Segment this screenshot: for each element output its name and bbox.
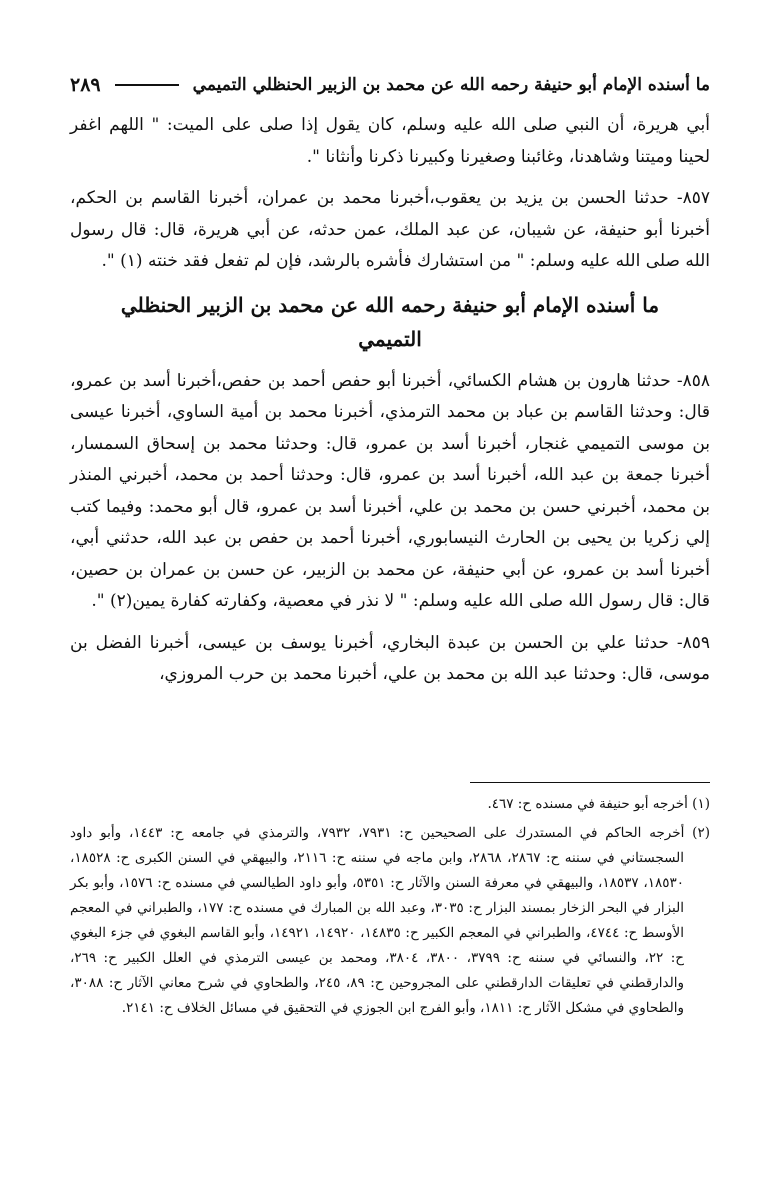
header-rule xyxy=(115,84,179,86)
book-page xyxy=(70,70,710,1150)
footnotes xyxy=(70,792,710,1025)
page-body xyxy=(70,110,710,701)
footnote-1: (١) أخرجه أبو حنيفة في مسنده ح: ٤٦٧. xyxy=(487,796,710,812)
hadith-857: ٨٥٧- حدثنا الحسن بن يزيد بن يعقوب،أخبرنا محمد بن عمران، أخبرنا القاسم بن الحكم، أخبرنا أبو حنيفة، عن شيبان، عن عبد الملك، عمن حدثه، عن أبي هريرة، قال: قال رسول الله صلى الله عليه وسلم: " من استشارك فأشره بالرشد، فإن لم تفعل فقد خنته (١) ". xyxy=(70,188,710,271)
footnote-separator xyxy=(470,782,710,783)
footnote-2: (٢) أخرجه الحاكم في المستدرك على الصحيحين ح: ٧٩٣١، ٧٩٣٢، والترمذي في جامعه ح: ١٤٤٣، وأبو داود السجستاني في سننه ح: ٢٨٦٧، ٢٨٦٨، وابن ماجه في سننه ح: ٢١١٦، والبيهقي في السنن الكبرى ح: ١٨٥٢٨، ١٨٥٣٠، ١٨٥٣٧، والبيهقي في معرفة السنن والآثار ح: ٥٣٥١، وأبو داود الطيالسي في مسنده ح: ١٥٧٦، وأبو بكر البزار في البحر الزخار بمسند البزار ح: ٣٠٣٥، وعبد الله بن المبارك في مسنده ح: ١٧٧، والطبراني في المعجم الأوسط ح: ٤٧٤٤، والطبراني في المعجم الكبير ح: ١٤٨٣٥، ١٤٩٢٠، ١٤٩٢١، وأبو القاسم البغوي في جزء البغوي ح: ٢٢، والنسائي في سننه ح: ٣٧٩٩، ٣٨٠٠، ٣٨٠٤، ومحمد بن عيسى الترمذي في العلل الكبير ح: ٢٦٩، والدارقطني في تعليقات الدارقطني على المجروحين ح: ٨٩، ٢٤٥، والطحاوي في شرح معاني الآثار ح: ٣٠٨٨، والطحاوي في مشكل الآثار ح: ١٨١١، وأبو الفرج ابن الجوزي في التحقيق في مسائل الخلاف ح: ٢١٤١. xyxy=(70,825,710,1016)
running-header xyxy=(70,70,710,100)
section-heading: ما أسنده الإمام أبو حنيفة رحمه الله عن محمد بن الزبير الحنظلي التميمي xyxy=(120,292,660,351)
paragraph-continuation: أبي هريرة، أن النبي صلى الله عليه وسلم، كان يقول إذا صلى على الميت: " اللهم اغفر لحينا وميتنا وشاهدنا، وغائبنا وصغيرنا وكبيرنا ذكرنا وأنثانا ". xyxy=(70,115,710,167)
hadith-859: ٨٥٩- حدثنا علي بن الحسن بن عبدة البخاري، أخبرنا يوسف بن عيسى، أخبرنا الفضل بن موسى، قال: وحدثنا عبد الله بن محمد بن علي، أخبرنا محمد بن حرب المروزي، xyxy=(70,632,710,684)
running-header-title: ما أسنده الإمام أبو حنيفة رحمه الله عن محمد بن الزبير الحنظلي التميمي xyxy=(192,75,710,95)
page-number: ٢٨٩ xyxy=(70,74,101,96)
hadith-858: ٨٥٨- حدثنا هارون بن هشام الكسائي، أخبرنا أبو حفص أحمد بن حفص،أخبرنا أسد بن عمرو، قال: وحدثنا القاسم بن عباد بن محمد الترمذي، أخبرنا محمد بن أمية الساوي، أخبرنا عيسى بن موسى التميمي غنجار، أخبرنا أسد بن عمرو، قال: وحدثنا محمد بن إسحاق السمسار، أخبرنا جمعة بن عبد الله، أخبرنا أسد بن عمرو، قال: وحدثنا أحمد بن محمد، أخبرني المنذر بن محمد، أخبرني حسن بن محمد بن علي، أخبرنا أسد بن عمرو، قال أبو محمد: وفيما كتب إلي زكريا بن يحيى بن الحارث النيسابوري، أخبرنا أحمد بن حفص بن عبد الله، حدثني أبي، أخبرنا أسد بن عمرو، عن أبي حنيفة، عن محمد بن الزبير، عن حسن بن عمران بن حصين، قال: قال رسول الله صلى الله عليه وسلم: " لا نذر في معصية، وكفارته كفارة يمين(٢) ". xyxy=(70,370,710,611)
